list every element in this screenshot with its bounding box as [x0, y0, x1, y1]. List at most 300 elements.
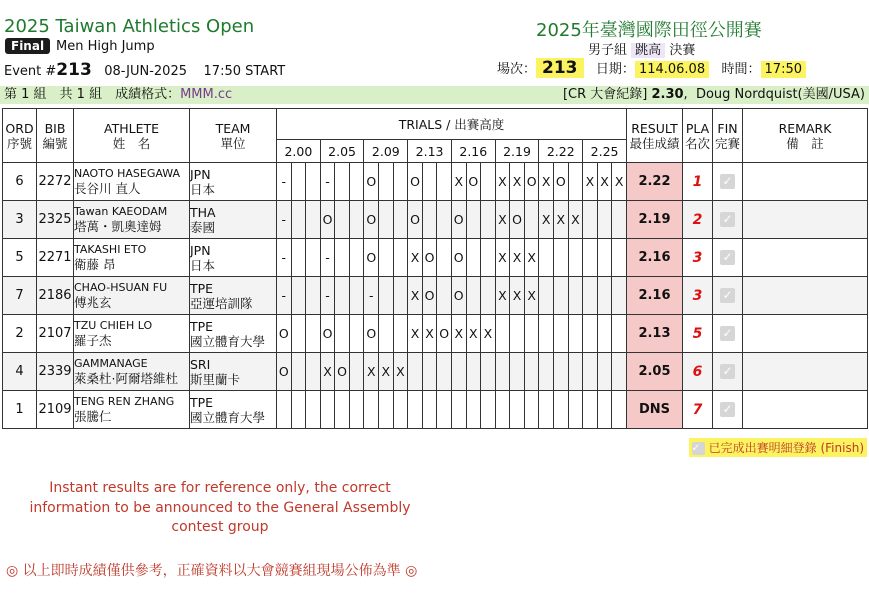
time-value: 17:50	[761, 61, 806, 78]
athlete-cell	[74, 315, 190, 353]
attempt-cell: O	[422, 277, 437, 315]
athlete-cell	[74, 163, 190, 201]
attempt-cell: O	[466, 163, 481, 201]
attempt-cell	[364, 391, 379, 429]
attempt-cell	[553, 277, 568, 315]
date-value: 114.06.08	[635, 61, 709, 78]
height-header: 2.05	[320, 140, 364, 163]
place-cell: 1	[683, 163, 713, 201]
record-label: [CR 大會紀錄]	[562, 87, 648, 102]
attempt-cell	[291, 391, 306, 429]
table-row	[3, 315, 868, 353]
attempt-cell	[291, 315, 306, 353]
attempt-cell: X	[495, 163, 510, 201]
ord-header: ORD 序號	[3, 109, 37, 163]
attempt-cell: X	[451, 315, 466, 353]
attempt-cell: X	[451, 163, 466, 201]
attempt-cell: -	[277, 277, 292, 315]
attempt-cell: X	[408, 277, 423, 315]
attempt-cell	[583, 239, 598, 277]
attempt-cell	[495, 315, 510, 353]
team-name-zh: 國立體育大學	[190, 409, 266, 425]
attempt-cell: O	[524, 163, 539, 201]
record-info: [CR 大會紀錄] 2.30, Doug Nordquist(美國/USA)	[562, 87, 865, 102]
attempt-cell	[306, 353, 321, 391]
attempt-cell	[291, 163, 306, 201]
table-row	[3, 163, 868, 201]
result-cell: 2.16	[627, 277, 683, 315]
athlete-cell	[74, 277, 190, 315]
result-cell: 2.13	[627, 315, 683, 353]
attempt-cell	[597, 239, 612, 277]
result-cell: DNS	[627, 391, 683, 429]
place-cell: 6	[683, 353, 713, 391]
attempt-cell	[568, 391, 583, 429]
athlete-name-en: TAKASHI ETO	[74, 243, 147, 256]
attempt-cell	[612, 239, 627, 277]
attempt-cell: -	[320, 163, 335, 201]
attempt-cell	[583, 315, 598, 353]
results-table	[2, 108, 868, 429]
attempt-cell: O	[451, 201, 466, 239]
team-cell	[190, 391, 277, 429]
attempt-cell	[466, 201, 481, 239]
attempt-cell	[349, 391, 364, 429]
attempt-cell: O	[422, 239, 437, 277]
athlete-name-zh: 萊桑杜·阿爾塔維杜	[74, 371, 178, 386]
final-badge: Final	[5, 38, 50, 54]
team-name-zh: 斯里蘭卡	[190, 371, 241, 387]
notice-zh: ◎ 以上即時成績僅供參考，正確資料以大會競賽組現場公佈為準 ◎	[6, 563, 418, 579]
attempt-cell: O	[510, 201, 525, 239]
attempt-cell	[524, 353, 539, 391]
fin-header: FIN 完賽	[713, 109, 743, 163]
fin-cell	[713, 353, 743, 391]
attempt-cell: O	[408, 201, 423, 239]
team-name-zh: 泰國	[190, 219, 216, 235]
attempt-cell	[379, 163, 394, 201]
bib-cell: 2186	[37, 277, 74, 315]
attempt-cell	[408, 353, 423, 391]
attempt-cell: X	[597, 163, 612, 201]
event-number: 213	[56, 60, 92, 80]
attempt-cell	[583, 391, 598, 429]
height-header: 2.13	[408, 140, 452, 163]
attempt-cell: X	[510, 277, 525, 315]
title-en: 2025 Taiwan Athletics Open	[4, 16, 255, 37]
athlete-name-en: CHAO-HSUAN FU	[74, 281, 168, 294]
attempt-cell: O	[320, 315, 335, 353]
event-name: Men High Jump	[56, 39, 155, 54]
round-zh: 決賽	[669, 43, 696, 58]
checkbox-icon: ✓	[720, 288, 735, 303]
attempt-cell	[481, 201, 496, 239]
fin-cell	[713, 163, 743, 201]
athlete-cell	[74, 201, 190, 239]
team-cell	[190, 315, 277, 353]
attempt-cell	[597, 391, 612, 429]
attempt-cell	[291, 239, 306, 277]
bib-cell: 2325	[37, 201, 74, 239]
ord-cell: 6	[3, 163, 37, 201]
group-line	[588, 39, 695, 58]
attempt-cell	[481, 391, 496, 429]
result-cell: 2.19	[627, 201, 683, 239]
height-header: 2.22	[539, 140, 583, 163]
title-zh: 2025年臺灣國際田徑公開賽	[536, 20, 762, 41]
attempt-cell: X	[510, 239, 525, 277]
attempt-cell	[539, 353, 554, 391]
attempt-cell: X	[393, 353, 408, 391]
attempt-cell	[393, 391, 408, 429]
fin-cell	[713, 201, 743, 239]
ord-cell: 1	[3, 391, 37, 429]
attempt-cell	[553, 315, 568, 353]
team-code: TPE	[190, 280, 214, 296]
attempt-cell: -	[277, 239, 292, 277]
legend-text: 已完成出賽明細登錄 (Finish)	[708, 441, 864, 455]
ord-cell: 4	[3, 353, 37, 391]
attempt-cell	[379, 239, 394, 277]
remark-cell	[743, 277, 868, 315]
attempt-cell	[335, 201, 350, 239]
attempt-cell: O	[451, 239, 466, 277]
table-row	[3, 353, 868, 391]
athlete-header: ATHLETE 姓 名	[74, 109, 190, 163]
attempt-cell	[277, 391, 292, 429]
remark-cell	[743, 353, 868, 391]
finish-legend	[689, 438, 867, 457]
athlete-name-zh: 塔萬・凱奧達姆	[74, 219, 162, 234]
attempt-cell	[495, 353, 510, 391]
remark-cell	[743, 391, 868, 429]
attempt-cell	[306, 201, 321, 239]
attempt-cell	[539, 391, 554, 429]
attempt-cell	[437, 163, 452, 201]
attempt-cell: X	[524, 239, 539, 277]
checkbox-icon: ✓	[720, 326, 735, 341]
team-code: TPE	[190, 394, 214, 410]
attempt-cell	[335, 315, 350, 353]
attempt-cell	[524, 201, 539, 239]
attempt-cell: X	[379, 353, 394, 391]
attempt-cell	[393, 315, 408, 353]
attempt-cell	[481, 239, 496, 277]
height-header: 2.19	[495, 140, 539, 163]
time-label: 時間：	[721, 62, 761, 77]
attempt-cell	[408, 391, 423, 429]
attempt-cell	[481, 163, 496, 201]
attempt-cell: O	[364, 315, 379, 353]
attempt-cell	[583, 353, 598, 391]
attempt-cell: -	[320, 239, 335, 277]
attempt-cell: X	[495, 239, 510, 277]
attempt-cell	[597, 201, 612, 239]
attempt-cell	[349, 277, 364, 315]
attempt-cell	[393, 239, 408, 277]
attempt-cell	[349, 315, 364, 353]
attempt-cell	[349, 201, 364, 239]
athlete-name-zh: 張騰仁	[74, 409, 112, 424]
table-row	[3, 277, 868, 315]
team-cell	[190, 277, 277, 315]
attempt-cell	[379, 277, 394, 315]
ord-cell: 3	[3, 201, 37, 239]
attempt-cell: X	[320, 353, 335, 391]
remark-cell	[743, 239, 868, 277]
attempt-cell	[437, 391, 452, 429]
attempt-cell	[612, 277, 627, 315]
attempt-cell: O	[451, 277, 466, 315]
team-cell	[190, 239, 277, 277]
attempt-cell	[524, 315, 539, 353]
athlete-name-zh: 衛藤 昂	[74, 257, 116, 272]
meta-line	[497, 58, 806, 78]
attempt-cell	[393, 277, 408, 315]
attempt-cell	[379, 391, 394, 429]
attempt-cell	[612, 315, 627, 353]
place-cell: 2	[683, 201, 713, 239]
group-info-text: 第 1 組 共 1 組 成績格式：	[4, 87, 181, 102]
athlete-cell	[74, 353, 190, 391]
checkbox-icon: ✓	[720, 212, 735, 227]
team-code: JPN	[190, 166, 211, 182]
attempt-cell	[379, 315, 394, 353]
attempt-cell	[451, 353, 466, 391]
team-name-zh: 亞運培訓隊	[190, 295, 253, 311]
attempt-cell	[510, 353, 525, 391]
attempt-cell: X	[553, 201, 568, 239]
place-cell: 5	[683, 315, 713, 353]
group-label: 男子組	[588, 43, 628, 58]
attempt-cell	[349, 163, 364, 201]
result-format: MMM.cc	[180, 87, 233, 102]
session-label: 場次：	[497, 62, 537, 77]
attempt-cell: X	[524, 277, 539, 315]
attempt-cell	[335, 277, 350, 315]
attempt-cell	[437, 277, 452, 315]
attempt-cell: X	[568, 201, 583, 239]
attempt-cell	[568, 315, 583, 353]
fin-cell	[713, 277, 743, 315]
bib-cell: 2109	[37, 391, 74, 429]
attempt-cell	[335, 163, 350, 201]
height-header: 2.25	[583, 140, 627, 163]
ord-cell: 7	[3, 277, 37, 315]
attempt-cell	[481, 353, 496, 391]
athlete-name-zh: 羅子杰	[74, 333, 112, 348]
attempt-cell	[612, 353, 627, 391]
attempt-cell	[466, 353, 481, 391]
attempt-cell: -	[277, 163, 292, 201]
attempt-cell	[306, 391, 321, 429]
attempt-cell	[583, 277, 598, 315]
attempt-cell	[291, 353, 306, 391]
table-row	[3, 239, 868, 277]
place-header: PLA 名次	[683, 109, 713, 163]
notice-en: Instant results are for reference only, the correct information to be announced to the General Assembly contest group	[29, 480, 411, 535]
height-header: 2.16	[451, 140, 495, 163]
bib-cell: 2271	[37, 239, 74, 277]
result-cell: 2.05	[627, 353, 683, 391]
group-info	[4, 86, 232, 104]
attempt-cell: X	[583, 163, 598, 201]
height-header: 2.00	[277, 140, 321, 163]
attempt-cell	[306, 163, 321, 201]
attempt-cell	[539, 277, 554, 315]
record-value: 2.30	[651, 87, 684, 102]
attempt-cell	[320, 391, 335, 429]
remark-cell	[743, 163, 868, 201]
attempt-cell: X	[495, 201, 510, 239]
attempt-cell: -	[364, 277, 379, 315]
attempt-cell: X	[408, 315, 423, 353]
attempt-cell	[539, 315, 554, 353]
attempt-cell: X	[510, 163, 525, 201]
attempt-cell	[568, 239, 583, 277]
table-row	[3, 201, 868, 239]
attempt-cell: X	[539, 163, 554, 201]
team-code: TPE	[190, 318, 214, 334]
ord-cell: 2	[3, 315, 37, 353]
bib-header: BIB 編號	[37, 109, 74, 163]
attempt-cell: O	[277, 315, 292, 353]
athlete-name-en: TENG REN ZHANG	[74, 395, 175, 408]
attempt-cell	[437, 201, 452, 239]
bib-cell: 2339	[37, 353, 74, 391]
attempt-cell	[393, 163, 408, 201]
attempt-cell	[539, 239, 554, 277]
attempt-cell	[422, 353, 437, 391]
team-name-zh: 國立體育大學	[190, 333, 266, 349]
athlete-name-en: GAMMANAGE	[74, 357, 148, 370]
event-line	[4, 60, 285, 80]
attempt-cell: X	[466, 315, 481, 353]
result-cell: 2.22	[627, 163, 683, 201]
attempt-cell	[481, 277, 496, 315]
team-header: TEAM 單位	[190, 109, 277, 163]
attempt-cell	[597, 353, 612, 391]
checkbox-icon: ✓	[720, 402, 735, 417]
athlete-name-en: NAOTO HASEGAWA	[74, 167, 181, 180]
attempt-cell	[524, 391, 539, 429]
session-value: 213	[536, 58, 584, 78]
attempt-cell	[306, 315, 321, 353]
attempt-cell	[612, 391, 627, 429]
info-bar	[0, 86, 869, 104]
athlete-cell	[74, 239, 190, 277]
result-cell: 2.16	[627, 239, 683, 277]
attempt-cell	[466, 277, 481, 315]
attempt-cell	[495, 391, 510, 429]
team-cell	[190, 201, 277, 239]
attempt-cell: -	[277, 201, 292, 239]
attempt-cell	[597, 315, 612, 353]
attempt-cell	[583, 201, 598, 239]
attempt-cell	[335, 391, 350, 429]
attempt-cell: O	[408, 163, 423, 201]
athlete-name-en: Tawan KAEODAM	[74, 205, 168, 218]
checkbox-icon: ✓	[720, 364, 735, 379]
attempt-cell: X	[408, 239, 423, 277]
remark-cell	[743, 201, 868, 239]
attempt-cell	[612, 201, 627, 239]
team-code: THA	[190, 204, 216, 220]
attempt-cell: O	[320, 201, 335, 239]
attempt-cell	[553, 353, 568, 391]
team-code: SRI	[190, 356, 211, 372]
attempt-cell	[422, 391, 437, 429]
attempt-cell	[437, 239, 452, 277]
team-cell	[190, 163, 277, 201]
height-header: 2.09	[364, 140, 408, 163]
attempt-cell	[466, 239, 481, 277]
date-label: 日期：	[595, 62, 635, 77]
bib-cell: 2107	[37, 315, 74, 353]
event-prefix: Event #	[4, 64, 57, 79]
attempt-cell: X	[539, 201, 554, 239]
attempt-cell	[437, 353, 452, 391]
trials-header: TRIALS / 出賽高度	[277, 109, 627, 140]
remark-header: REMARK 備 註	[743, 109, 868, 163]
attempt-cell	[466, 391, 481, 429]
attempt-cell	[510, 315, 525, 353]
attempt-cell	[422, 163, 437, 201]
attempt-cell: O	[277, 353, 292, 391]
remark-cell	[743, 315, 868, 353]
attempt-cell	[451, 391, 466, 429]
attempt-cell	[306, 239, 321, 277]
team-cell	[190, 353, 277, 391]
attempt-cell	[379, 201, 394, 239]
result-header: RESULT 最佳成績	[627, 109, 683, 163]
fin-cell	[713, 315, 743, 353]
attempt-cell: O	[553, 163, 568, 201]
attempt-cell: X	[495, 277, 510, 315]
attempt-cell	[291, 201, 306, 239]
attempt-cell	[553, 239, 568, 277]
start-time: 17:50 START	[203, 64, 286, 79]
attempt-cell	[335, 239, 350, 277]
athlete-cell	[74, 391, 190, 429]
team-name-zh: 日本	[190, 257, 216, 273]
attempt-cell	[349, 353, 364, 391]
attempt-cell: O	[364, 239, 379, 277]
attempt-cell: X	[422, 315, 437, 353]
event-zh: 跳高	[631, 43, 665, 58]
attempt-cell: O	[364, 201, 379, 239]
checkbox-icon: ✓	[720, 174, 735, 189]
checkbox-icon: ✓	[692, 442, 705, 455]
attempt-cell	[306, 277, 321, 315]
bib-cell: 2272	[37, 163, 74, 201]
attempt-cell	[597, 277, 612, 315]
attempt-cell	[393, 201, 408, 239]
fin-cell	[713, 239, 743, 277]
attempt-cell	[553, 391, 568, 429]
place-cell: 3	[683, 239, 713, 277]
attempt-cell	[568, 163, 583, 201]
athlete-name-zh: 長谷川 直人	[74, 181, 141, 196]
attempt-cell: O	[364, 163, 379, 201]
ord-cell: 5	[3, 239, 37, 277]
athlete-name-en: TZU CHIEH LO	[74, 319, 153, 332]
attempt-cell: O	[437, 315, 452, 353]
table-row	[3, 391, 868, 429]
attempt-cell	[291, 277, 306, 315]
event-date: 08-JUN-2025	[104, 64, 187, 79]
team-name-zh: 日本	[190, 181, 216, 197]
